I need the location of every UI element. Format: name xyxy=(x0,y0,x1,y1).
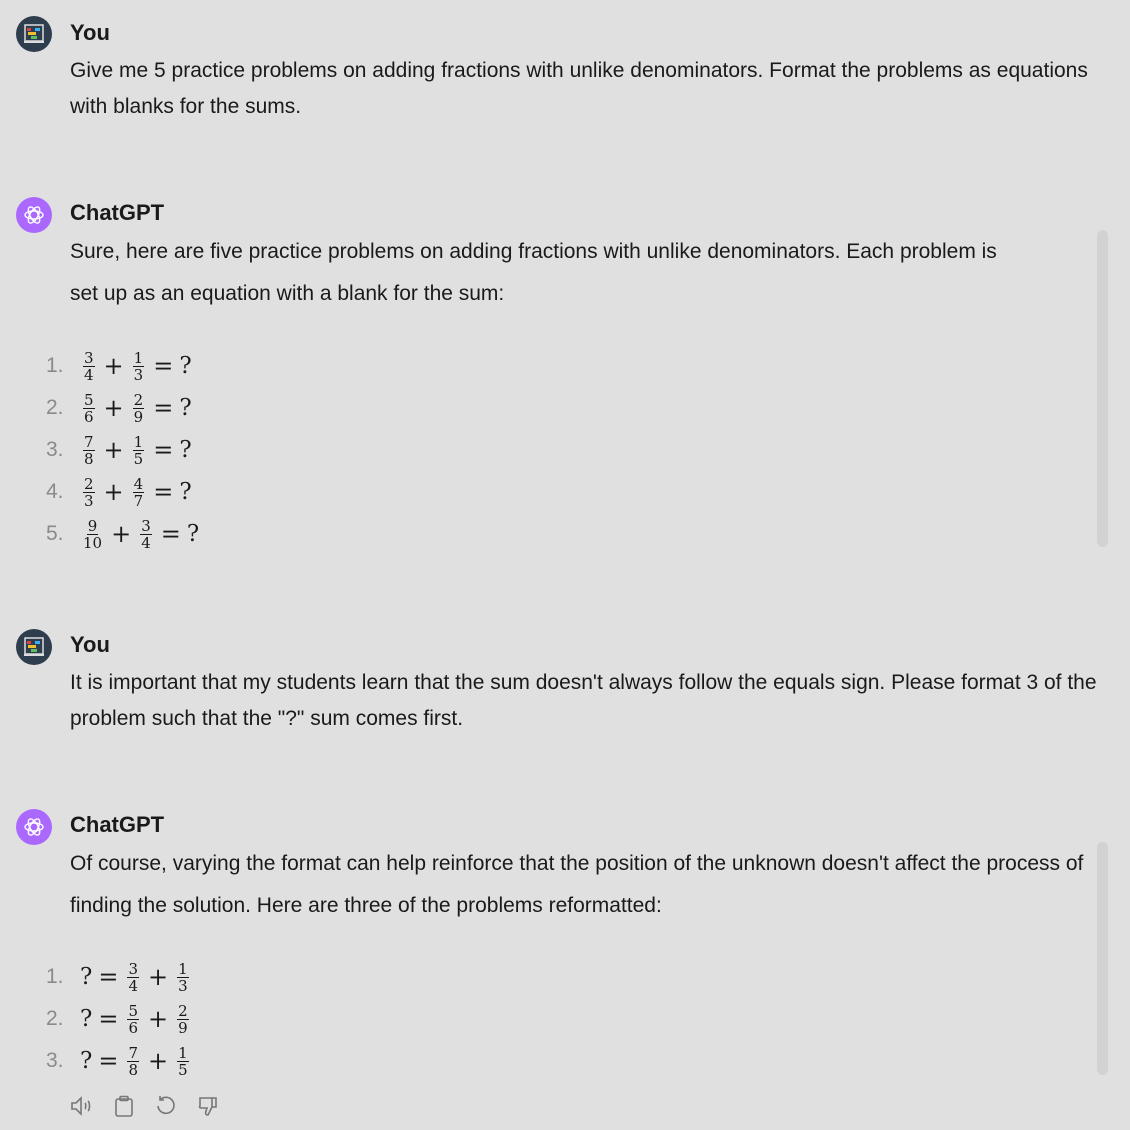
denominator: 8 xyxy=(128,1060,138,1079)
operator: + xyxy=(103,436,124,464)
fraction xyxy=(83,392,95,425)
operator: + xyxy=(103,352,124,380)
operator: + xyxy=(103,478,124,506)
numerator: 7 xyxy=(128,1043,138,1062)
fraction xyxy=(133,434,145,467)
unknown-blank: ? xyxy=(179,353,192,379)
problem-item xyxy=(46,956,192,998)
problem-number: 5. xyxy=(46,522,64,545)
denominator: 5 xyxy=(133,449,144,468)
operator: = xyxy=(153,478,174,506)
denominator: 4 xyxy=(84,365,94,384)
denominator: 4 xyxy=(141,533,151,552)
message-actions xyxy=(70,1094,220,1118)
problem-item xyxy=(46,387,199,429)
numerator: 1 xyxy=(133,348,144,367)
author-name: You xyxy=(70,20,110,45)
unknown-blank: ? xyxy=(179,395,192,421)
denominator: 9 xyxy=(178,1018,188,1037)
numerator: 2 xyxy=(133,390,144,409)
problem-number: 3. xyxy=(46,438,64,461)
problem-item xyxy=(46,1040,192,1082)
problem-item xyxy=(46,513,199,555)
operator: + xyxy=(148,1005,169,1033)
fraction xyxy=(83,518,102,551)
denominator: 5 xyxy=(178,1060,188,1079)
numerator: 3 xyxy=(141,516,151,535)
problem-item xyxy=(46,345,199,387)
problem-list xyxy=(46,345,199,555)
user-avatar-abacus-icon xyxy=(16,16,52,52)
problem-item xyxy=(46,998,192,1040)
message-text: It is important that my students learn that the sum doesn't always follow the equals sign. Please format 3 of the problem such that the "?" sum comes first. xyxy=(70,671,1097,730)
fraction xyxy=(140,518,152,551)
operator: + xyxy=(148,963,169,991)
code-scrollbar[interactable] xyxy=(1097,842,1108,1075)
numerator: 4 xyxy=(133,474,144,493)
operator: = xyxy=(98,1005,119,1033)
operator: = xyxy=(153,394,174,422)
numerator: 3 xyxy=(84,348,94,367)
fraction xyxy=(177,1003,189,1036)
fraction xyxy=(83,434,95,467)
problem-number: 1. xyxy=(46,965,64,988)
denominator: 6 xyxy=(84,407,94,426)
operator: + xyxy=(148,1047,169,1075)
fraction xyxy=(127,1045,139,1078)
numerator: 5 xyxy=(128,1001,138,1020)
chatgpt-logo-icon xyxy=(16,197,52,233)
denominator: 3 xyxy=(133,365,144,384)
operator: = xyxy=(153,436,174,464)
denominator: 7 xyxy=(133,491,144,510)
operator: + xyxy=(111,520,132,548)
denominator: 10 xyxy=(83,533,103,552)
chatgpt-logo-icon xyxy=(16,809,52,845)
unknown-blank: ? xyxy=(179,437,192,463)
operator: = xyxy=(98,1047,119,1075)
numerator: 5 xyxy=(84,390,94,409)
unknown-blank: ? xyxy=(179,479,192,505)
read-aloud-icon[interactable] xyxy=(70,1094,94,1118)
user-avatar-abacus-icon xyxy=(16,629,52,665)
problem-number: 3. xyxy=(46,1049,64,1072)
fraction xyxy=(133,392,145,425)
unknown-blank: ? xyxy=(186,521,200,547)
numerator: 7 xyxy=(84,432,94,451)
copy-icon[interactable] xyxy=(112,1094,136,1118)
numerator: 1 xyxy=(133,432,144,451)
code-scrollbar[interactable] xyxy=(1097,230,1108,547)
fraction xyxy=(133,476,145,509)
denominator: 6 xyxy=(128,1018,138,1037)
fraction xyxy=(133,350,145,383)
numerator: 3 xyxy=(128,959,138,978)
author-name: You xyxy=(70,632,110,657)
unknown-blank: ? xyxy=(80,1006,93,1032)
problem-item xyxy=(46,471,199,513)
numerator: 1 xyxy=(178,1043,188,1062)
denominator: 4 xyxy=(128,976,138,995)
denominator: 8 xyxy=(84,449,94,468)
fraction xyxy=(127,961,139,994)
problem-number: 4. xyxy=(46,480,64,503)
unknown-blank: ? xyxy=(80,964,93,990)
operator: = xyxy=(160,520,181,548)
unknown-blank: ? xyxy=(80,1048,93,1074)
fraction xyxy=(177,1045,189,1078)
denominator: 9 xyxy=(133,407,144,426)
regenerate-icon[interactable] xyxy=(154,1094,178,1118)
problem-list xyxy=(46,956,192,1082)
message-text: Sure, here are five practice problems on adding fractions with unlike denominators. Each problem is set up as an equation with a blank for the sum: xyxy=(70,240,997,305)
operator: = xyxy=(153,352,174,380)
thumbs-down-icon[interactable] xyxy=(196,1094,220,1118)
numerator: 2 xyxy=(178,1001,188,1020)
denominator: 3 xyxy=(84,491,94,510)
numerator: 1 xyxy=(178,959,188,978)
problem-number: 2. xyxy=(46,1007,64,1030)
problem-number: 2. xyxy=(46,396,64,419)
numerator: 2 xyxy=(84,474,94,493)
problem-item xyxy=(46,429,199,471)
fraction xyxy=(83,350,95,383)
operator: + xyxy=(103,394,124,422)
fraction xyxy=(127,1003,139,1036)
operator: = xyxy=(98,963,119,991)
fraction xyxy=(83,476,95,509)
author-name: ChatGPT xyxy=(70,200,165,225)
fraction xyxy=(177,961,189,994)
message-text: Of course, varying the format can help reinforce that the position of the unknown doesn't affect the process of finding the solution. Here are three of the problems reformatted: xyxy=(70,852,1084,917)
numerator: 9 xyxy=(87,516,98,535)
author-name: ChatGPT xyxy=(70,812,165,837)
message-text: Give me 5 practice problems on adding fractions with unlike denominators. Format the problems as equations with blanks for the sums. xyxy=(70,59,1088,118)
problem-number: 1. xyxy=(46,354,64,377)
denominator: 3 xyxy=(178,976,188,995)
